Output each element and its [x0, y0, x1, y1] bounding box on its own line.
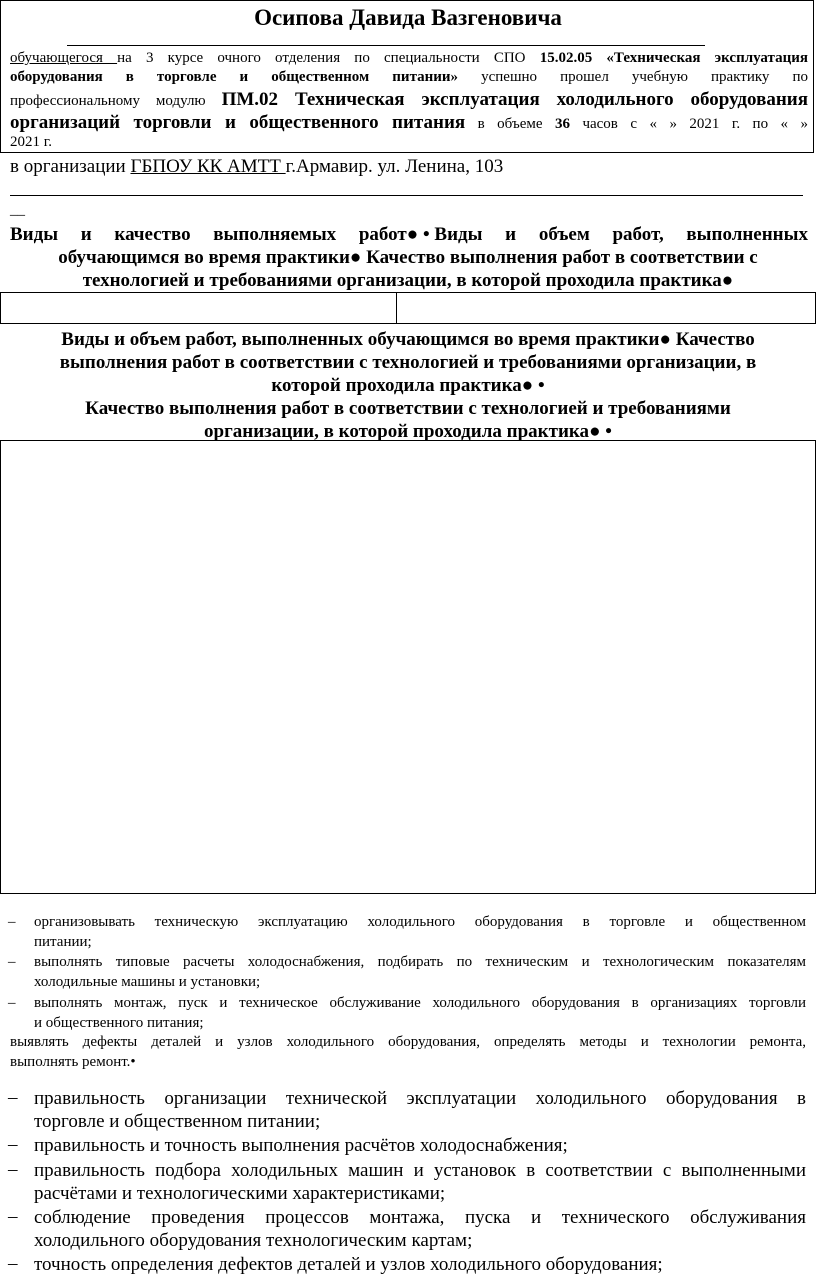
criteria-list-item-cont: расчётами и технологическими характеристиками;: [34, 1183, 446, 1204]
header-line-5: 2021 г.: [10, 134, 52, 150]
table-cell-left: [0, 292, 397, 324]
header-line-2: [10, 68, 808, 87]
heading2-line5: организации, в которой проходила практика● •: [204, 421, 612, 442]
heading2-line1: Виды и объем работ, выполненных обучающимся во время практики● Качество: [61, 329, 755, 350]
module-name: ПМ.02 Техническая эксплуатация холодильного оборудования: [221, 89, 808, 110]
heading1-line2-text: обучающимся во время практики: [58, 247, 350, 268]
criteria-list-item: правильность организации технической эксплуатации холодильного оборудования в: [34, 1088, 806, 1109]
volume-label: в объеме: [465, 116, 555, 132]
heading2-line1-quality: Качество: [670, 329, 755, 350]
header-line-3: [10, 88, 808, 113]
heading1-line3: технологией и требованиями организации, в которой проходила практика●: [82, 270, 734, 291]
criteria-list-dash: –: [8, 1087, 18, 1108]
heading1-line2-quality: Качество выполнения работ в соответствии с: [361, 247, 758, 268]
heading1-word-5: работ● • Виды: [358, 224, 483, 245]
criteria-list-item-cont: холодильного оборудования технологическим картам;: [34, 1230, 473, 1251]
heading1-word-3: качество: [114, 224, 191, 245]
heading1-word-9: работ,: [612, 224, 664, 245]
skills-list-item-last-cont: выполнять ремонт.•: [10, 1054, 136, 1070]
heading1-word-6: Виды: [434, 224, 483, 245]
criteria-list-dash: –: [8, 1134, 18, 1155]
skills-list-item-last: выявлять дефекты деталей и узлов холодильного оборудования, определять методы и технологии ремонта,: [10, 1034, 806, 1050]
course-text: на 3 курсе очного отделения по специальности СПО: [117, 50, 540, 66]
heading1-line2: обучающимся во время практики● Качество выполнения работ в соответствии с: [58, 247, 758, 268]
organization-underline: [10, 195, 803, 196]
header-line-1: [10, 49, 808, 68]
heading2-line3-text: которой проходила практика: [271, 375, 522, 396]
heading2-line4: Качество выполнения работ в соответствии с технологией и требованиями: [85, 398, 731, 419]
organization-prefix: в организации: [10, 156, 131, 177]
heading2-line3: которой проходила практика● •: [271, 375, 545, 396]
practice-text: успешно прошел учебную практику по: [458, 69, 808, 85]
organization-name: ГБПОУ КК АМТТ: [130, 156, 286, 177]
skills-list-item: выполнять типовые расчеты холодоснабжения, подбирать по техническим и технологическим показателям: [34, 954, 806, 970]
name-underline: [67, 45, 705, 46]
criteria-list-dash: –: [8, 1206, 18, 1227]
dates-text: часов с « » 2021 г. по « »: [569, 116, 809, 132]
heading2-line2: выполнения работ в соответствии с технологией и требованиями организации, в: [59, 352, 757, 373]
skills-list-item-cont: холодильные машины и установки;: [34, 974, 261, 990]
heading2-line1-text: Виды и объем работ, выполненных обучающимся во время практики: [61, 329, 660, 350]
criteria-list-item: правильность подбора холодильных машин и установок в соответствии с выполненными: [34, 1160, 806, 1181]
criteria-list-dash: –: [8, 1253, 18, 1274]
heading1-line1: [10, 223, 808, 247]
work-content-box: [0, 440, 816, 894]
short-underscore: __: [10, 202, 25, 218]
heading1-word-8: объем: [538, 224, 590, 245]
criteria-list-item: точность определения дефектов деталей и узлов холодильного оборудования;: [34, 1254, 663, 1275]
heading2-line5-text: организации, в которой проходила практика: [204, 421, 590, 442]
table-cell-right: [396, 292, 816, 324]
organization-line: [10, 155, 503, 179]
header-line-4: [10, 111, 808, 136]
specialty-name: оборудования в торговле и общественном питании»: [10, 69, 459, 85]
specialty-code: 15.02.05 «Техническая эксплуатация: [539, 50, 808, 66]
hours-value: 36: [554, 116, 570, 132]
skills-list-item: организовывать техническую эксплуатацию холодильного оборудования в торговле и общественном: [34, 914, 806, 930]
student-name: Осипова Давида Вазгеновича: [254, 5, 562, 30]
skills-list-dash: –: [8, 954, 16, 970]
criteria-list-dash: –: [8, 1159, 18, 1180]
heading1-line3-text: технологией и требованиями организации, в которой проходила практика: [82, 270, 722, 291]
skills-list-item: выполнять монтаж, пуск и техническое обслуживание холодильного оборудования в организациях торговли: [34, 995, 806, 1011]
module-name-cont: организаций торговли и общественного питания: [10, 112, 466, 133]
skills-list-item-cont: питании;: [34, 934, 92, 950]
student-label: обучающегося: [10, 50, 118, 66]
heading1-word-5-text: работ: [358, 224, 407, 245]
heading1-word-1: Виды: [10, 224, 59, 245]
organization-address: г.Армавир. ул. Ленина, 103: [285, 156, 504, 177]
heading1-word-2: и: [80, 224, 92, 245]
criteria-list-item: правильность и точность выполнения расчётов холодоснабжения;: [34, 1135, 568, 1156]
module-label: профессиональному модулю: [10, 93, 222, 109]
skills-list-item-cont: и общественного питания;: [34, 1015, 204, 1031]
heading1-word-7: и: [505, 224, 517, 245]
heading1-word-10: выполненных: [686, 224, 808, 245]
skills-list-dash: –: [8, 914, 16, 930]
skills-list-dash: –: [8, 995, 16, 1011]
criteria-list-item-cont: торговле и общественном питании;: [34, 1111, 321, 1132]
skills-list-item-last-text: выполнять ремонт.: [10, 1054, 131, 1070]
criteria-list-item: соблюдение проведения процессов монтажа, пуска и технического обслуживания: [34, 1207, 806, 1228]
heading1-word-4: выполняемых: [213, 224, 337, 245]
